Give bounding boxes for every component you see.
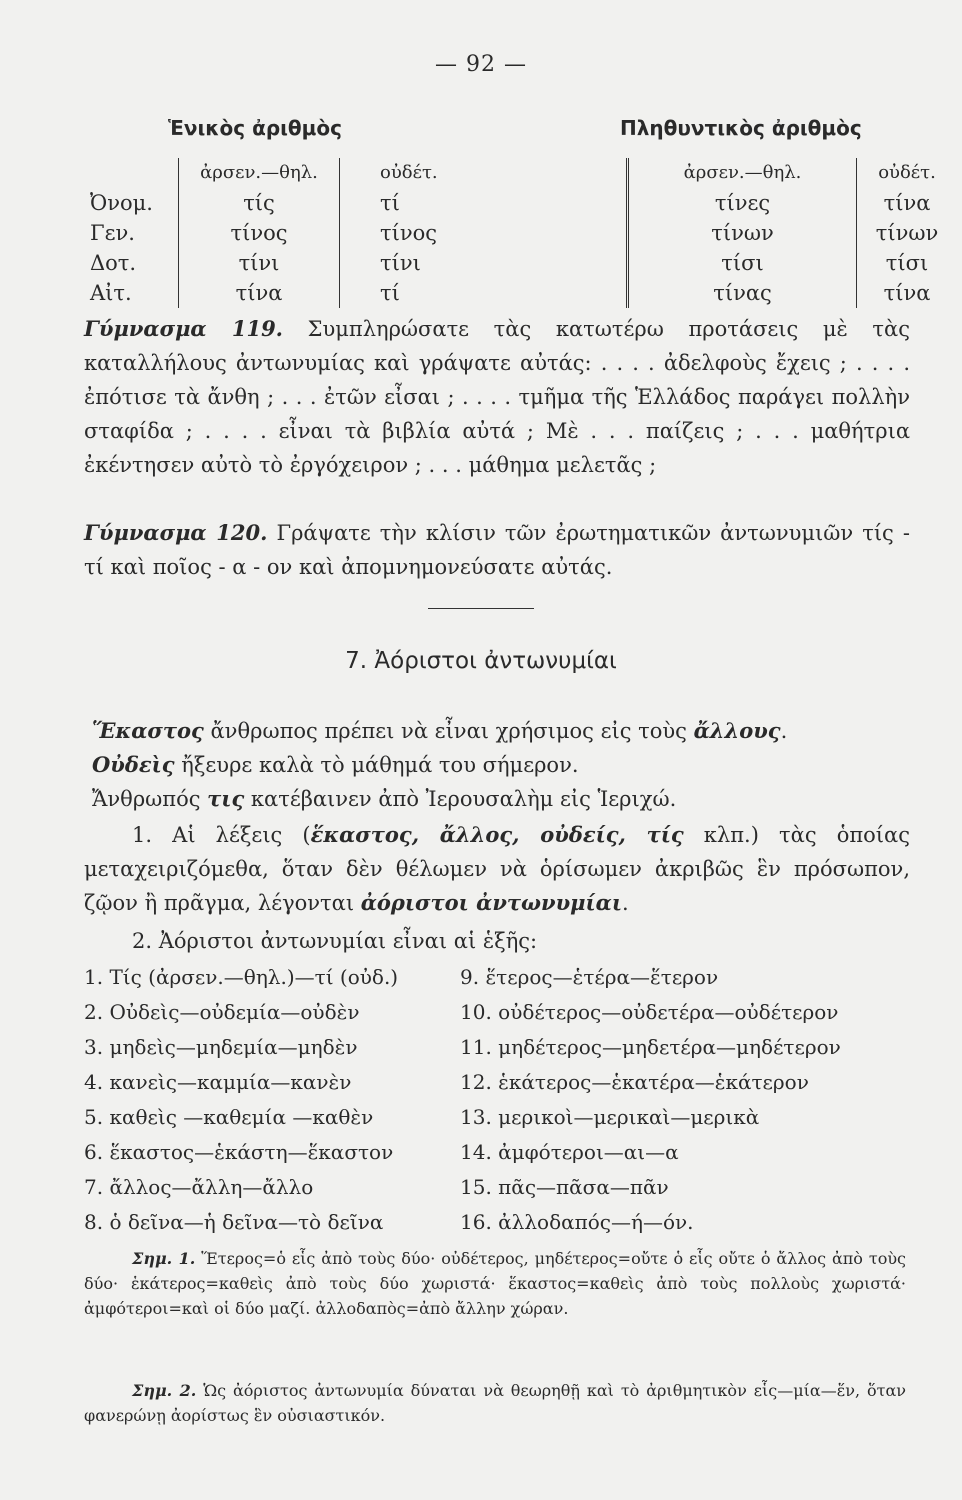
table-cell: τίνι — [179, 248, 340, 278]
rule-text: . — [622, 891, 629, 915]
table-row — [90, 218, 957, 248]
table-cell: τίνων — [875, 221, 939, 245]
case-label: Ὀνομ. — [90, 191, 153, 215]
sentence-text: . — [780, 719, 788, 743]
pronoun-list — [84, 960, 841, 1240]
highlighted-word: ἀόριστοι ἀντωνυμίαι — [360, 890, 623, 915]
note-2-text: Ὡς ἀόριστος ἀντωνυμία δύναται νὰ θεωρηθῇ καὶ τὸ ἀριθμητικὸν εἷς—μία—ἕν, ὅταν φανερώνῃ ἀορίστως ἓν οὐσιαστικόν. — [84, 1381, 907, 1425]
table-cell: τίσι — [628, 248, 857, 278]
exercise-120-text: Γράψατε τὴν κλίσιν τῶν ἐρωτηματικῶν ἀντωνυμιῶν τίς - τί καὶ ποῖος - α - ον καὶ ἀπομνημονεύσατε αὐτάς. — [84, 521, 910, 579]
list-row — [84, 1065, 841, 1100]
list-item: 15. πᾶς—πᾶσα—πᾶν — [460, 1175, 669, 1199]
table-row — [90, 278, 957, 308]
table-cell: τίνι — [380, 251, 421, 275]
column-label: ἀρσεν.—θηλ. — [179, 158, 340, 188]
note-2 — [84, 1378, 906, 1428]
sentence-text: ἄνθρωπος πρέπει νὰ εἶναι χρήσιμος εἰς τοὺς — [203, 719, 694, 743]
list-item: 4. κανεὶς—καμμία—κανὲν — [84, 1070, 352, 1094]
rule-2: 2. Ἀόριστοι ἀντωνυμίαι εἶναι αἱ ἑξῆς: — [132, 929, 538, 953]
example-sentence — [84, 714, 910, 748]
example-sentence — [84, 748, 910, 782]
column-label: ἀρσεν.—θηλ. — [628, 158, 857, 188]
note-1-text: Ἕτερος=ὁ εἷς ἀπὸ τοὺς δύο· οὐδέτερος, μηδέτερος=οὔτε ὁ εἷς οὔτε ὁ ἄλλος ἀπὸ τοὺς δύο· ἑκάτερος=καθεὶς ἀπὸ τοὺς δύο χωριστά· ἕκαστος=καθεὶς ἀπὸ τοὺς πολλοὺς χωριστά· ἀμφότεροι=καὶ οἱ δύο μαζί. ἀλλοδαπὸς=ἀπὸ ἄλλην χώραν. — [84, 1249, 907, 1318]
exercise-119-text: Συμπληρώσατε τὰς κατωτέρω προτάσεις μὲ τὰς καταλλήλους ἀντωνυμίας καὶ γράψατε αὐτάς: . . . . ἀδελφοὺς ἔχεις ; . . . . ἐπότισε τὰ ἄνθη ; . . . ἐτῶν εἶσαι ; . . . . τμῆμα τῆς Ἑλλάδος παράγει πολλὴν σταφίδα ; . . . . εἶναι τὰ βιβλία αὐτά ; Μὲ . . . παίζεις ; . . . μαθήτρια ἐκέντησεν αὐτὸ τὸ ἐργόχειρον ; . . . μάθημα μελετᾶς ; — [84, 317, 910, 477]
list-item: 7. ἄλλος—ἄλλη—ἄλλο — [84, 1175, 314, 1199]
list-item: 1. Τίς (ἀρσεν.—θηλ.)—τί (οὐδ.) — [84, 965, 399, 989]
list-item: 16. ἀλλοδαπός—ή—όν. — [460, 1210, 694, 1234]
table-cell: τίνων — [628, 218, 857, 248]
exercise-119 — [84, 312, 910, 482]
example-sentences — [84, 714, 910, 816]
list-item: 13. μερικοὶ—μερικαὶ—μερικὰ — [460, 1105, 760, 1129]
column-label: οὐδέτ. — [380, 162, 438, 183]
list-row — [84, 1100, 841, 1135]
list-item: 8. ὁ δεῖνα—ἡ δεῖνα—τὸ δεῖνα — [84, 1210, 384, 1234]
list-row — [84, 1205, 841, 1240]
example-sentence — [84, 782, 910, 816]
table-cell: τίς — [179, 188, 340, 218]
highlighted-word: Ἕκαστος — [92, 718, 204, 743]
exercise-120-label: Γύμνασμα 120. — [84, 520, 268, 545]
case-label: Αἰτ. — [90, 281, 132, 305]
case-label: Γεν. — [90, 221, 135, 245]
list-item: 6. ἕκαστος—ἑκάστη—ἕκαστον — [84, 1140, 394, 1164]
section-title: 7. Ἀόριστοι ἀντωνυμίαι — [345, 648, 617, 674]
table-cell: τίνος — [380, 221, 438, 245]
rule-1 — [84, 818, 910, 920]
singular-header: Ἑνικὸς ἀριθμὸς — [168, 116, 342, 140]
note-2-label: Σημ. 2. — [132, 1381, 197, 1400]
list-item: 10. οὐδέτερος—οὐδετέρα—οὐδέτερον — [460, 1000, 839, 1024]
list-item: 2. Οὐδεὶς—οὐδεμία—οὐδὲν — [84, 1000, 360, 1024]
table-cell: τί — [380, 191, 400, 215]
table-cell: τί — [380, 281, 400, 305]
highlighted-word: Οὐδεὶς — [92, 752, 175, 777]
exercise-119-label: Γύμνασμα 119. — [84, 316, 283, 341]
list-row — [84, 960, 841, 995]
page-number: — 92 — — [435, 52, 527, 77]
list-item: 9. ἕτερος—ἑτέρα—ἕτερον — [460, 965, 719, 989]
list-row — [84, 995, 841, 1030]
sentence-text: Ἄνθρωπός — [92, 787, 208, 811]
table-cell: τίνες — [628, 188, 857, 218]
list-row — [84, 1030, 841, 1065]
list-item: 12. ἑκάτερος—ἑκατέρα—ἑκάτερον — [460, 1070, 809, 1094]
sentence-text: ἤξευρε καλὰ τὸ μάθημά του σήμερον. — [174, 753, 579, 777]
case-label: Δοτ. — [90, 251, 137, 275]
rule-text: κλπ.) τὰς ὁποίας μεταχειριζόμεθα, ὅταν δὲν θέλωμεν νὰ ὁρίσωμεν ἀκριβῶς ἓν πρόσωπον, ζῷον ἢ πρᾶγμα, λέγονται — [84, 823, 910, 915]
rule-text: 1. Αἱ λέξεις ( — [132, 823, 311, 847]
list-row — [84, 1135, 841, 1170]
list-item: 5. καθεὶς —καθεμία —καθὲν — [84, 1105, 374, 1129]
table-cell: τίνος — [179, 218, 340, 248]
list-item: 11. μηδέτερος—μηδετέρα—μηδέτερον — [460, 1035, 841, 1059]
list-row — [84, 1170, 841, 1205]
table-row — [90, 188, 957, 218]
table-row — [90, 248, 957, 278]
sentence-text: κατέβαινεν ἀπὸ Ἰερουσαλὴμ εἰς Ἱεριχώ. — [244, 787, 677, 811]
table-cell: τίνα — [883, 191, 931, 215]
highlighted-word: ἕκαστος, ἄλλος, οὐδείς, τίς — [310, 822, 684, 847]
list-item: 3. μηδεὶς—μηδεμία—μηδὲν — [84, 1035, 358, 1059]
table-header-row — [90, 158, 957, 188]
exercise-120 — [84, 516, 910, 584]
plural-header: Πληθυντικὸς ἀριθμὸς — [620, 116, 862, 140]
table-cell: τίνα — [883, 281, 931, 305]
table-cell: τίσι — [885, 251, 929, 275]
note-1 — [84, 1246, 906, 1321]
column-label: οὐδέτ. — [878, 162, 936, 183]
declension-table — [90, 158, 957, 308]
highlighted-word: τις — [207, 786, 245, 811]
section-divider — [428, 608, 534, 609]
list-item: 14. ἀμφότεροι—αι—α — [460, 1140, 679, 1164]
table-cell: τίνας — [628, 278, 857, 308]
highlighted-word: ἄλλους — [693, 718, 781, 743]
note-1-label: Σημ. 1. — [132, 1249, 196, 1268]
table-cell: τίνα — [179, 278, 340, 308]
